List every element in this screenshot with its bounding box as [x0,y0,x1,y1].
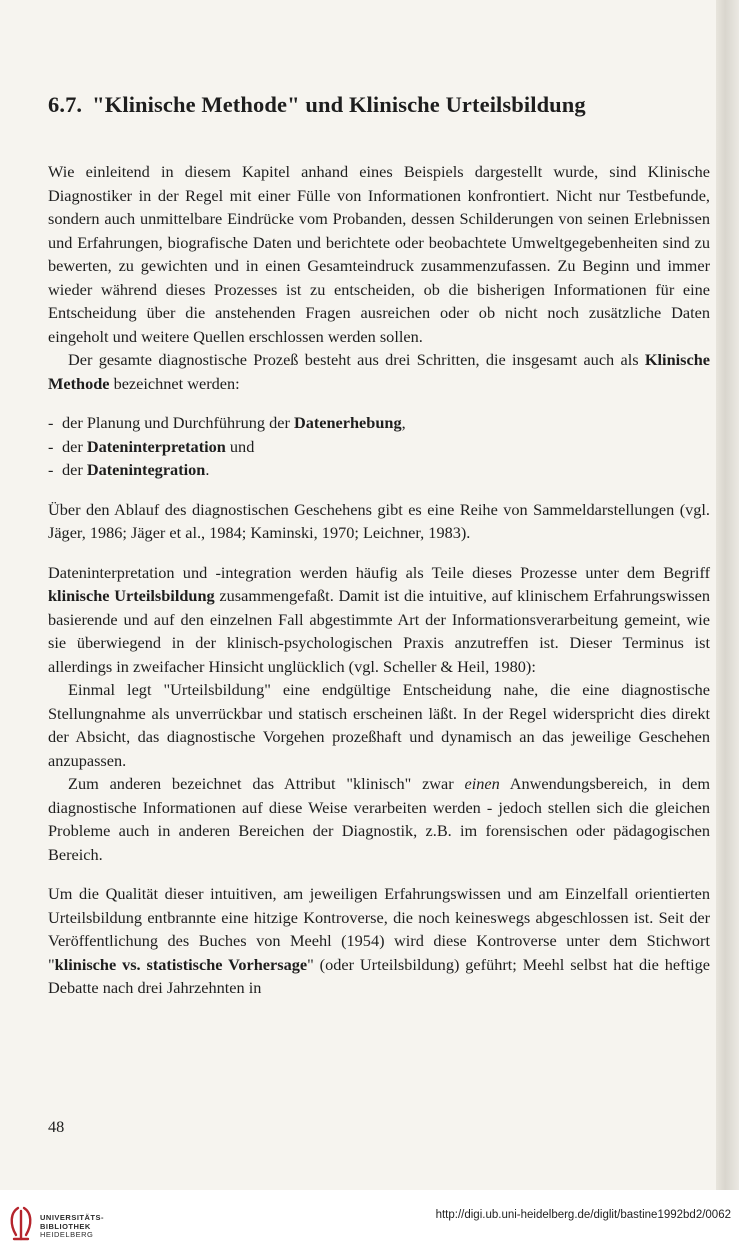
list-item-punct: . [205,460,210,479]
list-dash: - [48,413,54,432]
paragraph-3: Über den Ablauf des diagnostischen Geschehens gibt es eine Reihe von Sammeldarstellungen (vgl. Jäger, 1986; Jäger et al., 1984; Kaminski, 1970; Leichner, 1983). [48,499,710,542]
page-edge [716,0,739,1190]
paragraph-5: Einmal legt "Urteilsbildung" eine endgültige Entscheidung nahe, die eine diagnostische Stellungnahme als unverrückbar und statisch erscheinen läßt. In der Regel widerspricht dies direkt der Absicht, das diagnostische Vorgehen prozeßhaft und dynamisch an das jeweilige Geschehen anzupassen. [48,680,710,770]
paragraph-6-text-end: Anwendungsbereich, in dem diagnostische Informationen auf diese Weise verarbeiten werden - jedoch stellen sich die gleichen Probleme auch in anderen Bereichen der Diagnostik, z.B. im forensischen oder pädagogischen Bereich. [48,774,710,864]
section-heading [48,92,586,118]
source-url-link[interactable]: http://digi.ub.uni-heidelberg.de/diglit/bastine1992bd2/0062 [435,1209,731,1221]
term-klinische-urteilsbildung: klinische Urteilsbildung [48,586,215,605]
list-dash: - [48,460,54,479]
paragraph-2-text-end: bezeichnet werden: [109,373,240,393]
paragraph-7-text: Um die Qualität dieser intuitiven, am jeweiligen Erfahrungswissen und am Einzelfall orientierten Urteilsbildung entbrannte eine hitzige Kontroverse, die noch keineswegs abgeschlossen ist. Seit der Veröffentlichung des Buches von Meehl (1954) wird diese Kontroverse unter dem Stichwort " [48,884,710,974]
list-item-term: Datenerhebung [293,413,402,432]
list-item [48,458,710,482]
body-text [48,160,710,1000]
paragraph-4-text: Dateninterpretation und -integration werden häufig als Teile dieses Prozesse unter dem Begriff [48,562,710,582]
term-klinische-methode: Klinische Methode [48,350,710,393]
list-item-punct: , [401,413,406,432]
paragraph-6 [48,772,710,866]
paragraph-6-text: Zum anderen bezeichnet das Attribut "klinisch" zwar [68,774,465,793]
paragraph-4 [48,561,710,679]
emphasis-einen: einen [464,774,500,793]
library-name-line3: HEIDELBERG [40,1230,94,1239]
paragraph-2-text: Der gesamte diagnostische Prozeß besteht aus drei Schritten, die insgesamt auch als [68,350,645,369]
paragraph-1: Wie einleitend in diesem Kapitel anhand eines Beispiels dargestellt wurde, sind Klinische Diagnostiker in der Regel mit einer Fülle von Informationen konfrontiert. Nicht nur Testbefunde, sondern auch unmittelbare Eindrücke vom Probanden, dessen Schilderungen von seinen Erlebnissen und Erfahrungen, biografische Daten und berichtete oder beobachtete Umweltgegebenheiten sind zu bewerten, zu gewichten und in einen Gesamteindruck zusammenzufassen. Zu Beginn und immer wieder während dieses Prozesses ist zu entscheiden, ob die bisherigen Informationen für eine Entscheidung über die anstehenden Fragen ausreichen oder ob nicht noch zusätzliche Daten eingeholt und weitere Quellen erschlossen werden sollen. [48,162,710,346]
page-number: 48 [48,1117,65,1136]
paragraph-2 [48,348,710,395]
paragraph-7-text-end: " (oder Urteilsbildung) geführt; Meehl selbst hat die heftige Debatte nach drei Jahrzehnten in [48,954,710,997]
section-number: 6.7. [48,92,83,117]
list-dash: - [48,436,54,456]
library-name-line2: BIBLIOTHEK [40,1221,91,1231]
list-item-punct: und [225,436,255,456]
paragraph-4-text-end: zusammengefaßt. Damit ist die intuitive, auf klinischem Erfahrungswissen basierende und auf den einzelnen Fall abgestimmte Art der Informationsverarbeitung gemeint, wie sie überwiegend in der klinisch-psychologischen Praxis anzutreffen ist. Dieser Terminus ist allerdings in zweifacher Hinsicht unglücklich (vgl. Scheller & Heil, 1980): [48,586,710,676]
steps-list [48,411,710,482]
library-name [40,1214,104,1240]
list-item-text: der [62,436,87,456]
list-item-text: der Planung und Durchführung der [62,413,294,432]
footer-bar [0,1190,739,1255]
library-name-line1: UNIVERSITÄTS- [40,1213,105,1222]
library-logo-icon [6,1205,34,1243]
list-item [48,435,710,459]
list-item-text: der [62,460,87,479]
term-klinische-vs-statistische: klinische vs. statistische Vorhersage [54,954,308,974]
list-item [48,411,710,435]
paragraph-7 [48,882,710,1000]
list-item-term: Datenintegration [86,460,206,479]
list-item-term: Dateninterpretation [86,436,226,456]
section-title: "Klinische Methode" und Klinische Urteilsbildung [92,92,586,117]
